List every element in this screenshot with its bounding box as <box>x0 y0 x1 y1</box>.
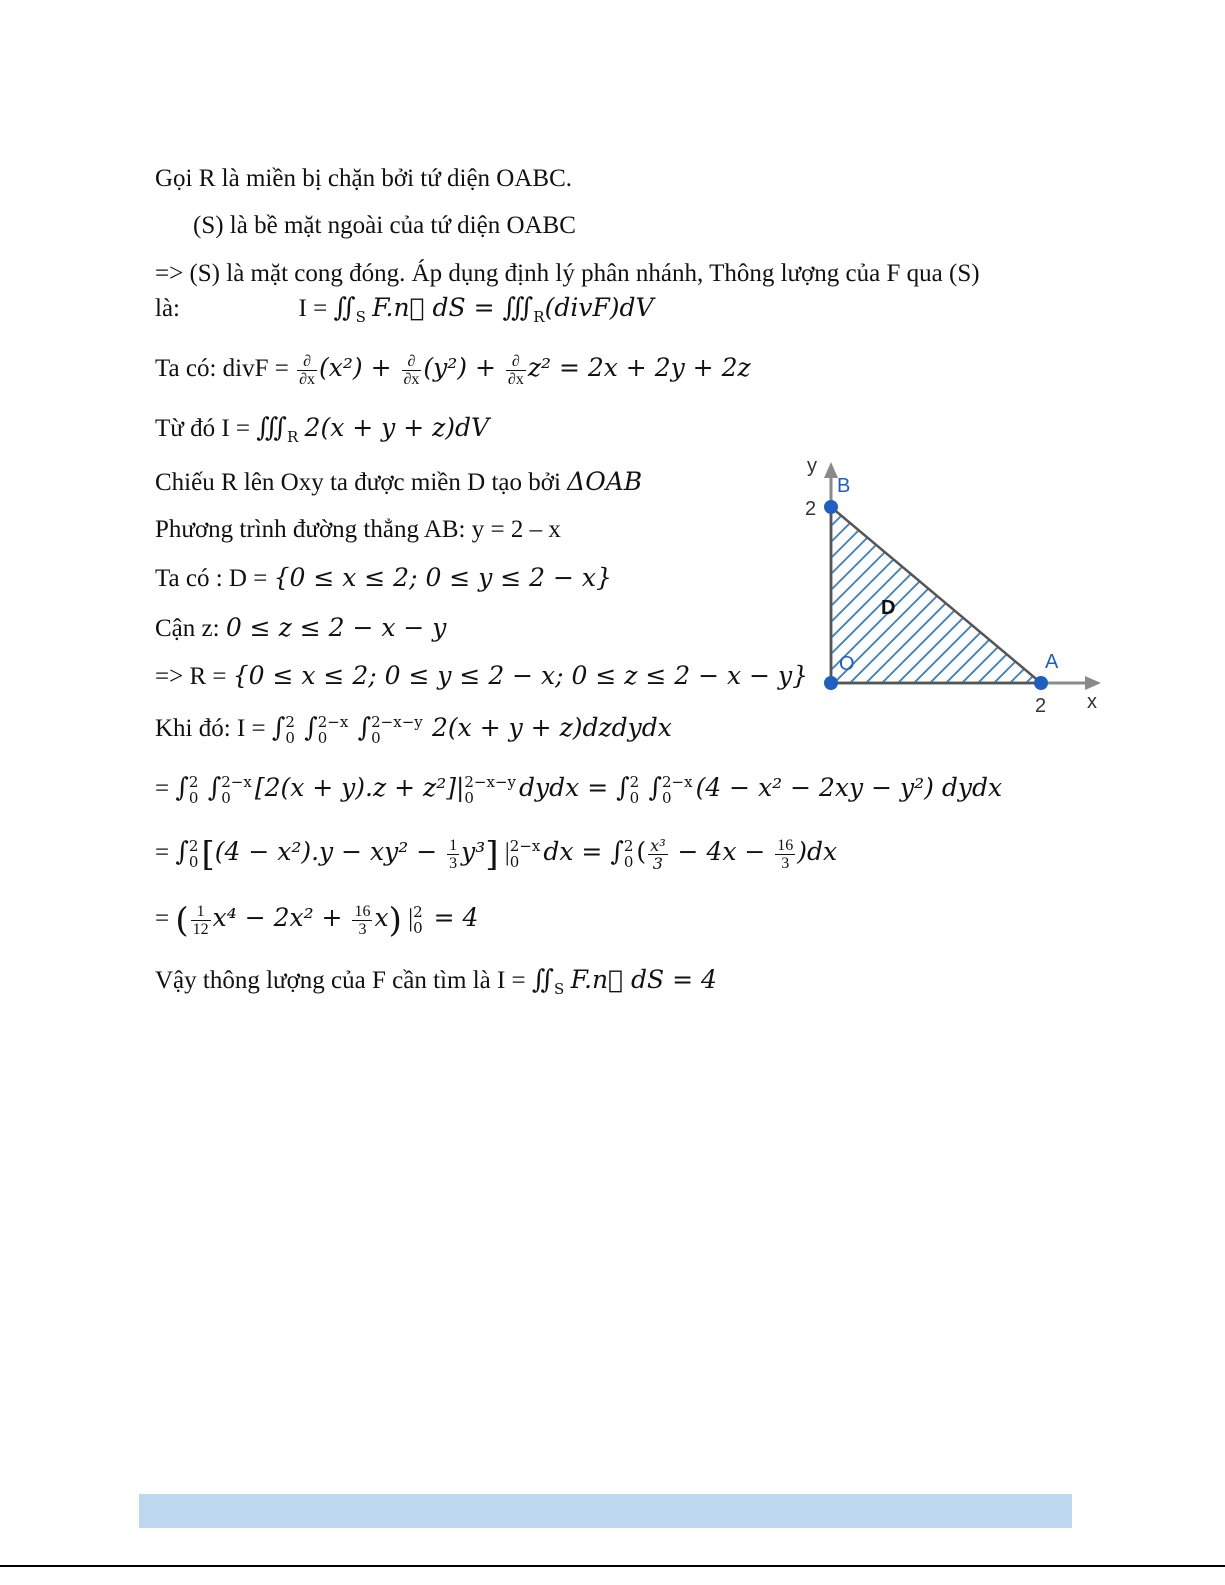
point-b <box>824 500 838 514</box>
label-o: O <box>839 653 855 675</box>
text-line-2: (S) là bề mặt ngoài của tứ diện OABC <box>193 212 576 239</box>
hatch-line <box>1099 470 1115 690</box>
region-d-figure <box>795 450 1115 720</box>
hatch-line <box>1083 470 1115 690</box>
text-line-11: => R = {0 ≤ x ≤ 2; 0 ≤ y ≤ 2 − x; 0 ≤ z ≤ 2 − x − y} <box>155 661 809 690</box>
hatch-line <box>891 470 1111 690</box>
text-line-14: = ∫ 2 0 [(4 − x²).y − xy² − $\frac{1}{3}$ y³] | 2−x 0 dx = ∫ 2 0 ( $\frac{\text{x³}}{3}$ − 4x − $\frac{16}{3}$ )dx <box>155 834 838 875</box>
fraction-partial: $\frac{\partial}{\partial x}$ <box>299 352 316 388</box>
text-line-12: Khi đó: I = ∫ 2 0 ∫ 2−x 0 ∫ 2−x−y 0 2(x + y + z)dzdydx <box>155 713 672 748</box>
page-bottom-rule <box>0 1565 1225 1567</box>
label-x: x <box>1087 691 1097 713</box>
hatch-line <box>1003 470 1115 690</box>
triple-integral: ∭ <box>502 293 534 323</box>
text-line-7: Chiếu R lên Oxy ta được miền D tạo bởi ΔOAB <box>155 467 643 496</box>
text-line-6: Từ đó $I = ∭_R$ 2(x + y + z)dV <box>155 413 490 446</box>
flux-expression: F.n⃗ dS = <box>372 293 503 322</box>
label-a: A <box>1045 651 1059 673</box>
text-line-13: = ∫ 2 0 ∫ 2−x 0 [2(x + y).z + z²]| 2−x−y 0 dydx = ∫ 2 0 ∫ 2−x 0 (4 − x² − 2xy − y²) dydx <box>155 773 1003 808</box>
label-b: B <box>837 475 851 497</box>
x-axis-arrow-icon <box>1085 676 1101 690</box>
text-line-4: là: $I = ∬_S$ F.n⃗ dS = $∭_R(divF)dV$ <box>155 293 654 326</box>
text-line-10: Cận z: 0 ≤ z ≤ 2 − x − y <box>155 613 447 642</box>
fraction-partial: $\frac{\partial}{\partial x}$ <box>403 352 420 388</box>
hatch-line <box>1051 470 1115 690</box>
hatch-line <box>955 470 1115 690</box>
text-line-5: Ta có: divF = $\frac{\partial}{\partial x}$ (x²) + $\frac{\partial}{\partial x}$ (y²) + $\frac{\partial}{\partial x}$ z² = 2x + 2y + 2z <box>155 352 751 388</box>
point-a <box>1034 676 1048 690</box>
hatch-line <box>971 470 1115 690</box>
hatch-line <box>1067 470 1115 690</box>
hatch-line <box>875 470 1095 690</box>
tick-y-2: 2 <box>805 498 817 520</box>
hatch-line <box>1019 470 1115 690</box>
double-integral: ∬ <box>333 293 356 323</box>
footer-bar <box>139 1494 1072 1528</box>
label-y: y <box>807 455 817 477</box>
fraction-partial: $\frac{\partial}{\partial x}$ <box>507 352 524 388</box>
text-line-9: Ta có : D = {0 ≤ x ≤ 2; 0 ≤ y ≤ 2 − x} <box>155 563 612 592</box>
text-line-8: Phương trình đường thẳng AB: y = 2 – x <box>155 516 561 543</box>
tick-x-2: 2 <box>1035 695 1047 717</box>
point-o <box>824 676 838 690</box>
edge-ab <box>831 507 1041 683</box>
text-line-3: => (S) là mặt cong đóng. Áp dụng định lý phân nhánh, Thông lượng của F qua (S) <box>155 260 980 287</box>
hatch-line <box>827 470 1047 690</box>
text-line-16: Vậy thông lượng của F cần tìm là $I = ∬_S$ F.n⃗ dS = 4 <box>155 965 717 998</box>
label-d: D <box>881 597 896 619</box>
hatch-line <box>939 470 1115 690</box>
hatch-line <box>923 470 1115 690</box>
y-axis-arrow-icon <box>824 462 838 478</box>
text-line-1: Gọi R là miền bị chặn bởi tứ diện OABC. <box>155 165 573 192</box>
hatch-line <box>843 470 1063 690</box>
text-line-15: = ( $\frac{1}{12}$ x⁴ − 2x² + $\frac{16}{3}$ x) | 2 0 = 4 <box>155 900 479 941</box>
